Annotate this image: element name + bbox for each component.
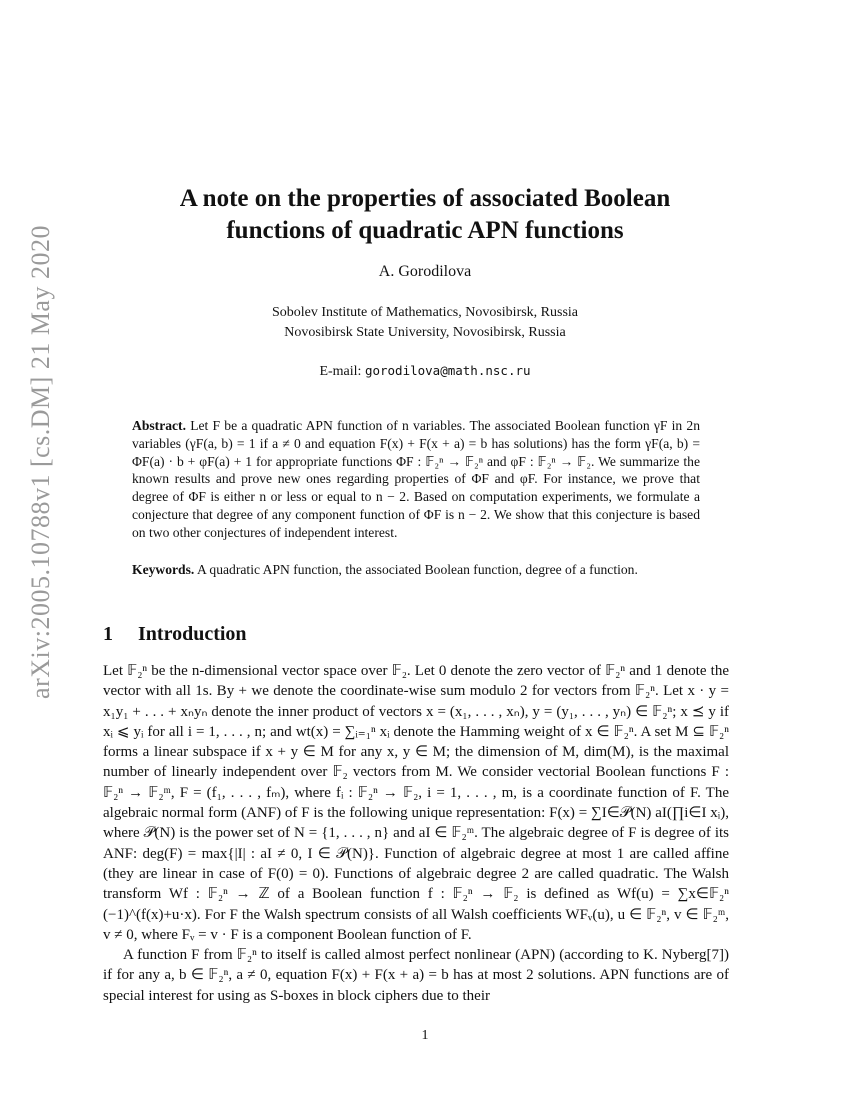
abstract-label: Abstract. (132, 418, 186, 433)
email-label: E-mail: (319, 364, 362, 379)
title-line-1: A note on the properties of associated Boolean (179, 185, 671, 212)
email-address[interactable]: gorodilova@math.nsc.ru (364, 363, 531, 378)
body-paragraph-1: Let 𝔽₂ⁿ be the n-dimensional vector space over 𝔽₂. Let 0 denote the zero vector of 𝔽₂ⁿ and 1 denote the vector with all 1s. By + we denote the coordinate-wise sum modulo 2 for vectors from 𝔽₂ⁿ. Let x · y = x₁y₁ + . . . + xₙyₙ denote the inner product of vectors x = (x₁, . . . , xₙ), y = (y₁, . . . , yₙ) ∈ 𝔽₂ⁿ; x ⪯ y if xᵢ ⩽ yᵢ for all i = 1, . . . , n; and wt(x) = ∑ᵢ₌₁ⁿ xᵢ denote the Hamming weight of x ∈ 𝔽₂ⁿ. A set M ⊆ 𝔽₂ⁿ forms a linear subspace if x + y ∈ M for any x, y ∈ M; the dimension of M, dim(M), is the maximal number of linearly independent over 𝔽₂ vectors from M. We consider vectorial Boolean functions F : 𝔽₂ⁿ → 𝔽₂ᵐ, F = (f₁, . . . , fₘ), where fᵢ : 𝔽₂ⁿ → 𝔽₂, i = 1, . . . , m, is a coordinate function of F. The algebraic normal form (ANF) of F is the following unique representation: F(x) = ∑I∈𝒫(N) aI(∏i∈I xᵢ), where 𝒫(N) is the power set of N = {1, . . . , n} and aI ∈ 𝔽₂ᵐ. The algebraic degree of F is degree of its ANF: deg(F) = max{|I| : aI ≠ 0, I ∈ 𝒫(N)}. Function of algebraic degree at most 1 are called affine (they are linear in case of F(0) = 0). Functions of algebraic degree 2 are called quadratic. The Walsh transform Wf : 𝔽₂ⁿ → ℤ of a Boolean function f : 𝔽₂ⁿ → 𝔽₂ is defined as Wf(u) = ∑x∈𝔽₂ⁿ (−1)^(f(x)+u·x). For F the Walsh spectrum consists of all Walsh coefficients WFᵥ(u), u ∈ 𝔽₂ⁿ, v ∈ 𝔽₂ᵐ, v ≠ 0, where Fᵥ = v · F is a component Boolean function of F. (103, 663, 729, 943)
author-name: A. Gorodilova (378, 263, 472, 280)
keywords (132, 562, 700, 578)
keywords-label: Keywords. (132, 562, 195, 577)
affiliation-1: Sobolev Institute of Mathematics, Novosibirsk, Russia (271, 305, 579, 320)
keywords-text: A quadratic APN function, the associated Boolean function, degree of a function. (196, 562, 638, 577)
section-heading (103, 623, 247, 646)
email-line (100, 363, 750, 380)
abstract (132, 417, 700, 542)
affiliation-2: Novosibirsk State University, Novosibirsk, Russia (284, 325, 566, 340)
arxiv-identifier: arXiv:2005.10788v1 [cs.DM] 21 May 2020 (26, 225, 55, 699)
arxiv-sidebar (0, 0, 80, 1100)
body-paragraph-2: A function F from 𝔽₂ⁿ to itself is called almost perfect nonlinear (APN) (according to K. Nyberg[7]) if for any a, b ∈ 𝔽₂ⁿ, a ≠ 0, equation F(x) + F(x + a) = b has at most 2 solutions. APN functions are of special interest for using as S-boxes in block ciphers due to their (103, 947, 729, 1004)
section-number: 1 (103, 623, 113, 645)
abstract-text: Let F be a quadratic APN function of n variables. The associated Boolean function γF in 2n variables (γF(a, b) = 1 if a ≠ 0 and equation F(x) + F(x + a) = b has solutions) has the form γF(a, b) = ΦF(a) · b + φF(a) + 1 for appropriate functions ΦF : 𝔽₂ⁿ → 𝔽₂ⁿ and φF : 𝔽₂ⁿ → 𝔽₂. We summarize the known results and prove new ones regarding properties of ΦF and φF. For instance, we prove that degree of ΦF is either n or less or equal to n − 2. Based on computation experiments, we formulate a conjecture that degree of any component function of ΦF is n − 2. We show that this conjecture is based on two other conjectures of independent interest. (132, 418, 701, 540)
section-title: Introduction (138, 623, 247, 645)
paper-title (100, 183, 750, 247)
page-number: 1 (421, 1028, 429, 1043)
title-line-2: functions of quadratic APN functions (226, 217, 624, 244)
